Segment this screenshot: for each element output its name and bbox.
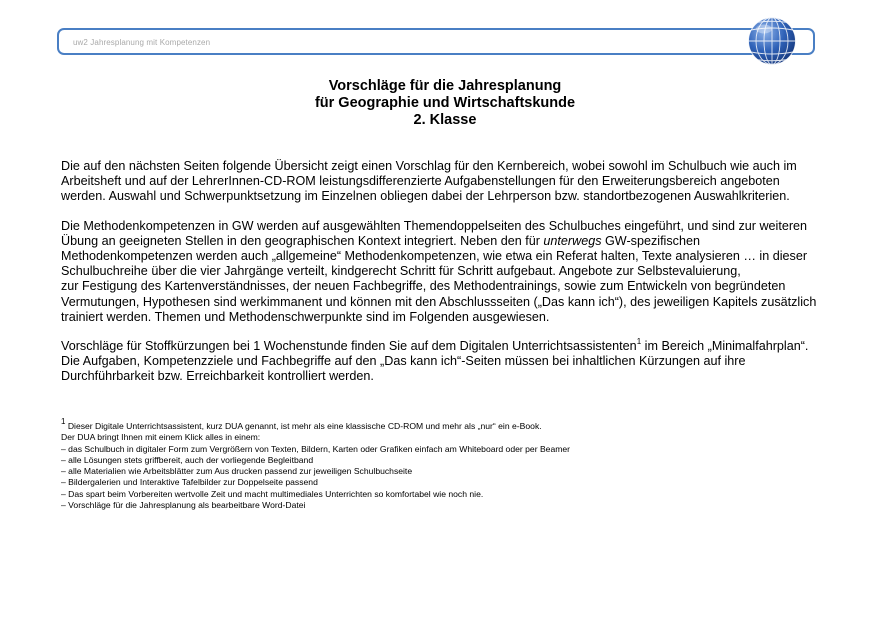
text-segment: GW-spezifischen xyxy=(601,233,700,248)
text-segment: Dieser Digitale Unterrichtsassistent, kurz DUA genannt, ist mehr als eine klassische CD-ROM und mehr als „nur“ ein e-Book. xyxy=(65,421,542,431)
emphasis-unterwegs: unterwegs xyxy=(543,233,602,248)
footnote-list-item: – alle Materialien wie Arbeitsblätter zum Aus drucken passend zur jeweiligen Schulbuchseite xyxy=(61,466,413,477)
footnote-line xyxy=(61,417,831,432)
paragraph-line: zur Festigung des Kartenverständnisses, der neuen Fachbegriffe, des Methodentrainings, sowie zum Entwickeln von begründeten xyxy=(61,279,786,294)
header-title: uw2 Jahresplanung mit Kompetenzen xyxy=(73,38,211,47)
paragraph-line: trainiert werden. Themen und Methodenschwerpunkte sind im Folgenden ausgewiesen. xyxy=(61,309,550,324)
footnote xyxy=(61,417,831,511)
paragraph-line: Durchführbarkeit bzw. Erreichbarkeit kontrolliert werden. xyxy=(61,369,374,384)
paragraph-line: werden. Auswahl und Schwerpunktsetzung im Einzelnen obliegen dabei der Lehrperson bzw. standortbezogenen Auswahlkriterien. xyxy=(61,189,790,204)
footnote-line: Der DUA bringt Ihnen mit einem Klick alles in einem: xyxy=(61,432,261,443)
title-line-3: 2. Klasse xyxy=(413,112,477,128)
footnote-list-item: – Bildergalerien und Interaktive Tafelbilder zur Doppelseite passend xyxy=(61,477,318,488)
paragraph-line: Die Aufgaben, Kompetenzziele und Fachbegriffe auf den „Das kann ich“-Seiten müssen bei inhaltlichen Kürzungen auf ihre xyxy=(61,354,746,369)
page-title xyxy=(0,78,890,129)
footnote-list-item: – Das spart beim Vorbereiten wertvolle Zeit und macht multimediales Unterrichten so komfortabel wie noch nie. xyxy=(61,488,484,499)
footnote-list-item: – alle Lösungen stets griffbereit, auch der vorliegende Begleitband xyxy=(61,454,314,465)
body-text xyxy=(61,159,831,399)
paragraph-line: Die Methodenkompetenzen in GW werden auf ausgewählten Themendoppelseiten des Schulbuches eingeführt, und sind zur weiteren xyxy=(61,218,808,233)
globe-icon xyxy=(747,16,797,66)
paragraph-line: Methodenkompetenzen werden auch „allgemeine“ Methodenkompetenzen, wie etwa ein Referat halten, Texte analysieren … in dieser xyxy=(61,249,808,264)
title-line-2: für Geographie und Wirtschaftskunde xyxy=(314,95,576,111)
paragraph-line xyxy=(61,234,831,249)
paragraph-line xyxy=(61,336,831,354)
paragraph-line: Schulbuchreihe über die vier Jahrgänge verteilt, kindgerecht Schritt für Schritt aufgebaut. Angebote zur Selbstevaluierung, xyxy=(61,264,741,279)
footnote-marker: 1 xyxy=(61,417,66,427)
paragraph-line: Die auf den nächsten Seiten folgende Übersicht zeigt einen Vorschlag für den Kernbereich, wobei sowohl im Schulbuch wie auch im xyxy=(61,159,797,173)
footnote-list-item: – Vorschläge für die Jahresplanung als bearbeitbare Word-Datei xyxy=(61,500,306,511)
paragraph-methods xyxy=(61,219,831,325)
paragraph-line: Arbeitsheft und auf der LehrerInnen-CD-ROM leistungsdifferenzierte Aufgabenstellungen für den Erweiterungsbereich angeboten xyxy=(61,174,780,189)
title-line-1: Vorschläge für die Jahresplanung xyxy=(328,78,562,94)
text-segment: Übung an geeigneten Stellen in den geographischen Kontext integriert. Neben den für xyxy=(61,233,544,248)
paragraph-line: Vermutungen, Hypothesen sind werkimmanent und können mit den Abschlussseiten („Das kann ich“), des jeweiligen Kapitels zusätzlich xyxy=(61,294,817,309)
text-segment: Vorschläge für Stoffkürzungen bei 1 Wochenstunde finden Sie auf dem Digitalen Unterrichtsassistenten xyxy=(61,339,637,354)
footnote-list-item: – das Schulbuch in digitaler Form zum Vergrößern von Texten, Bildern, Karten oder Grafiken einfach am Whiteboard oder per Beamer xyxy=(61,443,571,454)
text-segment: im Bereich „Minimalfahrplan“. xyxy=(641,339,809,354)
paragraph-overview xyxy=(61,159,831,205)
paragraph-shortening xyxy=(61,336,831,385)
footnote-reference: 1 xyxy=(636,336,642,346)
